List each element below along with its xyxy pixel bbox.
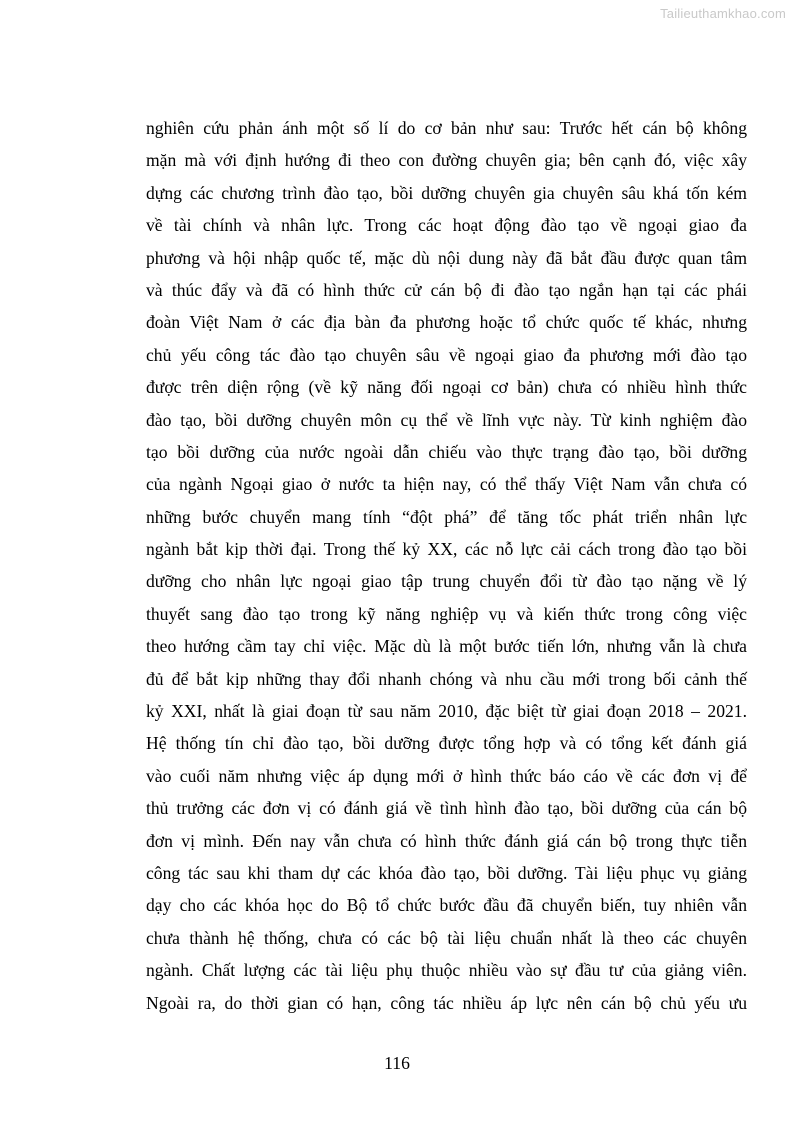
text-line: đào tạo, bồi dưỡng chuyên môn cụ thể về lĩnh vực này. Từ kinh nghiệm đào xyxy=(146,409,747,430)
text-line: thủ trưởng các đơn vị có đánh giá về tình hình đào tạo, bồi dưỡng của cán bộ xyxy=(146,798,747,819)
text-line: đơn vị mình. Đến nay vẫn chưa có hình thức đánh giá cán bộ trong thực tiễn xyxy=(146,830,747,851)
text-line: tạo bồi dưỡng của nước ngoài dẫn chiếu vào thực trạng đào tạo, bồi dưỡng xyxy=(146,441,747,462)
text-line: vào cuối năm nhưng việc áp dụng mới ở hình thức báo cáo về các đơn vị để xyxy=(146,765,747,786)
text-line: nghiên cứu phản ánh một số lí do cơ bản như sau: Trước hết cán bộ không xyxy=(146,118,747,138)
text-line: chủ yếu công tác đào tạo chuyên sâu về ngoại giao đa phương mới đào tạo xyxy=(146,344,747,365)
text-line: về tài chính và nhân lực. Trong các hoạt động đào tạo về ngoại giao đa xyxy=(146,215,747,236)
page-number: 116 xyxy=(384,1053,410,1073)
text-line: công tác sau khi tham dự các khóa đào tạo, bồi dưỡng. Tài liệu phục vụ giảng xyxy=(146,862,747,883)
text-line: đoàn Việt Nam ở các địa bàn đa phương hoặc tổ chức quốc tế khác, nhưng xyxy=(146,312,747,333)
body-text xyxy=(146,112,747,1019)
text-line: và thúc đẩy và đã có hình thức cử cán bộ đi đào tạo ngắn hạn tại các phái xyxy=(146,279,747,300)
text-line: ngành. Chất lượng các tài liệu phụ thuộc nhiều vào sự đầu tư của giảng viên. xyxy=(146,960,747,981)
text-line: theo hướng cầm tay chỉ việc. Mặc dù là một bước tiến lớn, nhưng vẫn là chưa xyxy=(146,636,747,657)
text-line: những bước chuyển mang tính “đột phá” để tăng tốc phát triển nhân lực xyxy=(146,506,747,527)
text-line: được trên diện rộng (về kỹ năng đối ngoại cơ bản) chưa có nhiều hình thức xyxy=(146,377,747,398)
text-line: dựng các chương trình đào tạo, bồi dưỡng chuyên gia chuyên sâu khá tốn kém xyxy=(146,182,747,203)
watermark-text: Tailieuthamkhao.com xyxy=(660,6,786,21)
text-line: dưỡng cho nhân lực ngoại giao tập trung chuyển đổi từ đào tạo nặng về lý xyxy=(146,571,747,592)
text-line: đủ để bắt kịp những thay đổi nhanh chóng và nhu cầu mới trong bối cảnh thế xyxy=(146,668,747,689)
text-line: dạy cho các khóa học do Bộ tổ chức bước đầu đã chuyển biến, tuy nhiên vẫn xyxy=(146,895,747,916)
text-line: Hệ thống tín chỉ đào tạo, bồi dưỡng được tổng hợp và có tổng kết đánh giá xyxy=(146,733,747,754)
text-line: phương và hội nhập quốc tế, mặc dù nội dung này đã bắt đầu được quan tâm xyxy=(146,247,747,268)
text-line: Ngoài ra, do thời gian có hạn, công tác nhiều áp lực nên cán bộ chủ yếu ưu xyxy=(146,992,747,1013)
text-line: thuyết sang đào tạo trong kỹ năng nghiệp vụ và kiến thức trong công việc xyxy=(146,603,747,624)
text-line: của ngành Ngoại giao ở nước ta hiện nay, có thể thấy Việt Nam vẫn chưa có xyxy=(146,474,747,495)
text-line: chưa thành hệ thống, chưa có các bộ tài liệu chuẩn nhất là theo các chuyên xyxy=(146,927,747,948)
text-line: mặn mà với định hướng đi theo con đường chuyên gia; bên cạnh đó, việc xây xyxy=(146,150,747,171)
text-line: kỷ XXI, nhất là giai đoạn từ sau năm 2010, đặc biệt từ giai đoạn 2018 – 2021. xyxy=(146,701,747,722)
text-line: ngành bắt kịp thời đại. Trong thế kỷ XX, các nỗ lực cải cách trong đào tạo bồi xyxy=(146,539,747,560)
